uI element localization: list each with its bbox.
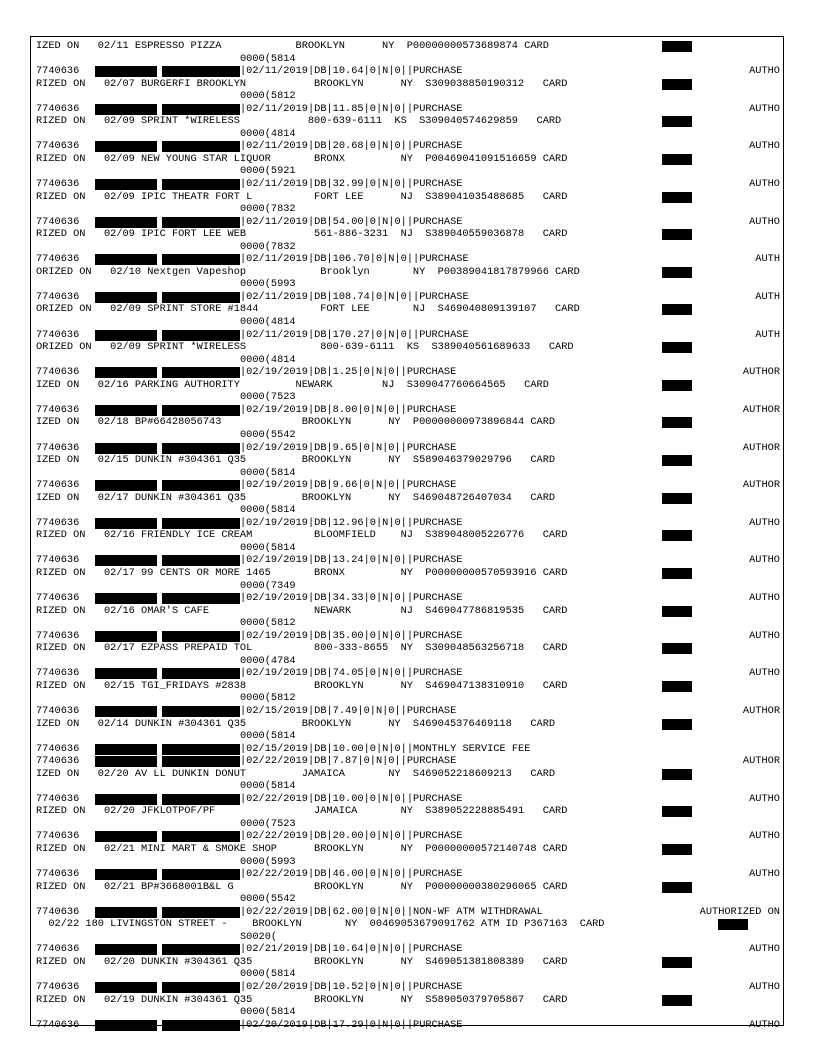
merchant-line (36, 303, 784, 316)
posting-data: |02/20/2019|DB|10.52|0|N|0||PURCHASE (240, 981, 463, 994)
merchant-line (36, 529, 784, 542)
posting-data: |02/19/2019|DB|9.66|0|N|0||PURCHASE (240, 479, 457, 492)
merchant-line (36, 379, 784, 392)
merchant-detail: RIZED ON 02/21 MINI MART & SMOKE SHOP BROOKLYN NY P00000000572140748 CARD (36, 843, 568, 855)
posting-data: |02/11/2019|DB|106.70|0|N|0||PURCHASE (240, 253, 469, 266)
redacted-block (162, 179, 240, 190)
posting-data: |02/11/2019|DB|32.99|0|N|0||PURCHASE (240, 178, 463, 191)
reference-line (36, 931, 784, 944)
posting-data: |02/19/2019|DB|13.24|0|N|0||PURCHASE (240, 554, 463, 567)
redacted-card-number (662, 229, 692, 240)
authorization-label: AUTHO (749, 981, 780, 994)
authorization-label: AUTH (755, 290, 780, 303)
transaction-line (36, 442, 784, 455)
reference-line (36, 165, 784, 178)
merchant-detail: RIZED ON 02/09 SPRINT *WIRELESS 800-639-6111 KS S309040574629859 CARD (36, 115, 562, 128)
authorization-label: AUTHOR (742, 441, 780, 454)
redacted-block (162, 944, 240, 955)
authorization-label: AUTHOR (742, 479, 780, 492)
merchant-detail: RIZED ON 02/17 99 CENTS OR MORE 1465 BRONX NY P00000000570593916 CARD (36, 566, 568, 579)
merchant-detail: RIZED ON 02/15 TGI_FRIDAYS #2838 BROOKLYN NY S469047138310910 CARD (36, 679, 568, 692)
transaction-line (36, 479, 784, 492)
merchant-detail: RIZED ON 02/17 EZPASS PREPAID TOL 800-333-8655 NY S309048563256718 CARD (36, 642, 568, 655)
merchant-line (36, 228, 784, 241)
transaction-line (36, 592, 784, 605)
transaction-line (36, 291, 784, 304)
redacted-block (162, 254, 240, 265)
authorization-label: AUTHO (749, 215, 780, 228)
merchant-line (36, 956, 784, 969)
authorization-label: AUTHO (749, 943, 780, 956)
merchant-line (36, 40, 784, 53)
merchant-line (36, 843, 784, 856)
redacted-card-number (662, 681, 692, 692)
redacted-block (162, 982, 240, 993)
redacted-block (95, 217, 157, 228)
reference-code: 0000(4814 (240, 127, 296, 140)
redacted-card-number (662, 882, 692, 893)
redacted-block (95, 104, 157, 115)
account-number: 7740636 (36, 403, 80, 416)
redacted-block (162, 706, 240, 717)
posting-data: |02/19/2019|DB|9.65|0|N|0||PURCHASE (240, 441, 457, 454)
reference-code: 0000(5542 (240, 428, 296, 441)
authorization-label: AUTHO (749, 592, 780, 605)
posting-data: |02/22/2019|DB|20.00|0|N|0||PURCHASE (240, 830, 463, 843)
redacted-block (162, 668, 240, 679)
reference-line (36, 504, 784, 517)
reference-code: 0000(5921 (240, 165, 296, 178)
redacted-block (95, 668, 157, 679)
transaction-line (36, 1019, 784, 1032)
account-number: 7740636 (36, 328, 80, 341)
redacted-block (95, 631, 157, 642)
reference-line (36, 203, 784, 216)
merchant-line (36, 191, 784, 204)
merchant-detail: RIZED ON 02/16 FRIENDLY ICE CREAM BLOOMFIELD NJ S389048005226776 CARD (36, 529, 568, 542)
posting-data: |02/19/2019|DB|8.00|0|N|0||PURCHASE (240, 403, 457, 416)
redacted-card-number (662, 530, 692, 541)
authorization-label: AUTHO (749, 868, 780, 881)
redacted-block (95, 179, 157, 190)
reference-line (36, 542, 784, 555)
merchant-line (36, 718, 784, 731)
merchant-detail: RIZED ON 02/20 DUNKIN #304361 Q35 BROOKLYN NY S469051381808389 CARD (36, 955, 568, 968)
account-number: 7740636 (36, 830, 80, 843)
reference-code: 0000(5814 (240, 52, 296, 65)
redacted-block (95, 756, 157, 767)
redacted-card-number (662, 192, 692, 203)
account-number: 7740636 (36, 792, 80, 805)
reference-code: 0000(7349 (240, 579, 296, 592)
redacted-card-number (662, 116, 692, 127)
merchant-detail: IZED ON 02/20 AV LL DUNKIN DONUT JAMAICA NY S469052218609213 CARD (36, 767, 556, 780)
redacted-block (95, 944, 157, 955)
redacted-card-number (662, 957, 692, 968)
merchant-line (36, 416, 784, 429)
redacted-card-number (662, 41, 692, 52)
transaction-line (36, 554, 784, 567)
authorization-label: AUTHOR (742, 366, 780, 379)
redacted-block (95, 593, 157, 604)
reference-code: 0000(5814 (240, 504, 296, 517)
posting-data: |02/19/2019|DB|1.25|0|N|0||PURCHASE (240, 366, 457, 379)
merchant-detail: ORIZED ON 02/09 SPRINT *WIRELESS 800-639-6111 KS S389040561689633 CARD (36, 341, 574, 354)
redacted-block (162, 593, 240, 604)
transaction-line (36, 755, 784, 768)
posting-data: |02/19/2019|DB|35.00|0|N|0||PURCHASE (240, 629, 463, 642)
merchant-line (36, 918, 784, 931)
posting-data: |02/11/2019|DB|54.00|0|N|0||PURCHASE (240, 215, 463, 228)
reference-code: 0000(4814 (240, 353, 296, 366)
reference-line (36, 655, 784, 668)
reference-line (36, 617, 784, 630)
reference-code: 0000(5814 (240, 1006, 296, 1019)
redacted-card-number (662, 493, 692, 504)
redacted-card-number (662, 380, 692, 391)
merchant-detail: RIZED ON 02/07 BURGERFI BROOKLYN BROOKLYN NY S309038850190312 CARD (36, 77, 568, 90)
merchant-detail: IZED ON 02/14 DUNKIN #304361 Q35 BROOKLYN NY S469045376469118 CARD (36, 717, 556, 730)
redacted-block (95, 443, 157, 454)
authorization-label: AUTHO (749, 792, 780, 805)
reference-line (36, 429, 784, 442)
account-number: 7740636 (36, 253, 80, 266)
authorization-label: AUTHO (749, 830, 780, 843)
posting-data: |02/22/2019|DB|46.00|0|N|0||PURCHASE (240, 868, 463, 881)
posting-data: |02/11/2019|DB|108.74|0|N|0||PURCHASE (240, 290, 469, 303)
account-number: 7740636 (36, 65, 80, 78)
account-number: 7740636 (36, 516, 80, 529)
reference-line (36, 968, 784, 981)
redacted-block (95, 794, 157, 805)
reference-line (36, 128, 784, 141)
posting-data: |02/21/2019|DB|10.64|0|N|0||PURCHASE (240, 943, 463, 956)
merchant-detail: ORIZED ON 02/09 SPRINT STORE #1844 FORT LEE NJ S469040809139107 CARD (36, 303, 580, 316)
reference-line (36, 1006, 784, 1019)
redacted-block (162, 480, 240, 491)
redacted-block (162, 907, 240, 918)
redacted-block (95, 480, 157, 491)
redacted-block (162, 443, 240, 454)
transaction-line (36, 178, 784, 191)
merchant-detail: RIZED ON 02/09 IPIC FORT LEE WEB 561-886-3231 NJ S389040559036878 CARD (36, 228, 568, 241)
merchant-detail: IZED ON 02/17 DUNKIN #304361 Q35 BROOKLYN NY S469048726407034 CARD (36, 491, 556, 504)
account-number: 7740636 (36, 755, 80, 768)
redacted-block (162, 631, 240, 642)
redacted-block (95, 831, 157, 842)
reference-line (36, 90, 784, 103)
reference-code: 0000(7523 (240, 391, 296, 404)
authorization-label: AUTHOR (742, 403, 780, 416)
transaction-line (36, 366, 784, 379)
account-number: 7740636 (36, 441, 80, 454)
merchant-detail: ORIZED ON 02/10 Nextgen Vapeshop Brooklyn NY P00389041817879966 CARD (36, 265, 580, 278)
reference-line (36, 580, 784, 593)
merchant-line (36, 680, 784, 693)
merchant-detail: RIZED ON 02/09 IPIC THEATR FORT L FORT LEE NJ S389041035488685 CARD (36, 190, 568, 203)
account-number: 7740636 (36, 140, 80, 153)
redacted-block (162, 141, 240, 152)
reference-code: 0000(7832 (240, 203, 296, 216)
redacted-block (95, 907, 157, 918)
posting-data: |02/15/2019|DB|10.00|0|N|0||MONTHLY SERVICE FEE (240, 742, 531, 755)
redacted-card-number (662, 844, 692, 855)
account-number: 7740636 (36, 629, 80, 642)
transaction-line (36, 404, 784, 417)
authorization-label: AUTHO (749, 178, 780, 191)
redacted-card-number (662, 417, 692, 428)
redacted-block (95, 518, 157, 529)
merchant-line (36, 78, 784, 91)
merchant-line (36, 115, 784, 128)
posting-data: |02/22/2019|DB|62.00|0|N|0||NON-WF ATM WITHDRAWAL (240, 905, 543, 918)
redacted-card-number (662, 455, 692, 466)
posting-data: |02/15/2019|DB|7.49|0|N|0||PURCHASE (240, 704, 457, 717)
redacted-block (162, 1020, 240, 1031)
posting-data: |02/20/2019|DB|17.29|0|N|0||PURCHASE (240, 1018, 463, 1031)
posting-data: |02/11/2019|DB|11.85|0|N|0||PURCHASE (240, 102, 463, 115)
transaction-line (36, 216, 784, 229)
reference-code: 0000(5993 (240, 278, 296, 291)
transaction-line (36, 743, 784, 756)
merchant-line (36, 768, 784, 781)
reference-line (36, 241, 784, 254)
merchant-line (36, 567, 784, 580)
authorization-label: AUTHORIZED ON (699, 905, 780, 918)
reference-code: 0000(5812 (240, 90, 296, 103)
transaction-line (36, 329, 784, 342)
reference-line (36, 316, 784, 329)
redacted-card-number (718, 919, 748, 930)
authorization-label: AUTHO (749, 1018, 780, 1031)
merchant-detail: RIZED ON 02/19 DUNKIN #304361 Q35 BROOKLYN NY S589050379705867 CARD (36, 993, 568, 1006)
reference-code: 0000(4784 (240, 654, 296, 667)
redacted-block (162, 831, 240, 842)
authorization-label: AUTHO (749, 629, 780, 642)
reference-line (36, 467, 784, 480)
redacted-card-number (662, 568, 692, 579)
redacted-block (95, 1020, 157, 1031)
merchant-line (36, 266, 784, 279)
redacted-block (95, 292, 157, 303)
redacted-block (162, 330, 240, 341)
account-number: 7740636 (36, 178, 80, 191)
reference-code: 0000(5542 (240, 893, 296, 906)
redacted-block (95, 744, 157, 755)
redacted-block (95, 405, 157, 416)
authorization-label: AUTHO (749, 102, 780, 115)
redacted-block (162, 217, 240, 228)
authorization-label: AUTH (755, 253, 780, 266)
account-number: 7740636 (36, 554, 80, 567)
redacted-card-number (662, 806, 692, 817)
transaction-line (36, 793, 784, 806)
merchant-line (36, 994, 784, 1007)
posting-data: |02/11/2019|DB|10.64|0|N|0||PURCHASE (240, 65, 463, 78)
reference-line (36, 818, 784, 831)
redacted-block (95, 555, 157, 566)
transaction-line (36, 667, 784, 680)
transaction-line (36, 65, 784, 78)
redacted-block (162, 794, 240, 805)
reference-code: 0000(5814 (240, 780, 296, 793)
redacted-block (95, 66, 157, 77)
transaction-line (36, 705, 784, 718)
transaction-line (36, 868, 784, 881)
redacted-block (162, 66, 240, 77)
authorization-label: AUTHO (749, 65, 780, 78)
transaction-line (36, 253, 784, 266)
account-number: 7740636 (36, 290, 80, 303)
merchant-line (36, 605, 784, 618)
authorization-label: AUTHO (749, 554, 780, 567)
redacted-block (95, 141, 157, 152)
transaction-line (36, 943, 784, 956)
transaction-line (36, 981, 784, 994)
merchant-line (36, 153, 784, 166)
redacted-block (162, 869, 240, 880)
merchant-detail: IZED ON 02/15 DUNKIN #304361 Q35 BROOKLYN NY S589046379029796 CARD (36, 454, 556, 467)
authorization-label: AUTHOR (742, 704, 780, 717)
account-number: 7740636 (36, 479, 80, 492)
posting-data: |02/22/2019|DB|10.00|0|N|0||PURCHASE (240, 792, 463, 805)
reference-line (36, 893, 784, 906)
redacted-block (162, 367, 240, 378)
posting-data: |02/22/2019|DB|7.87|0|N|0||PURCHASE (240, 755, 457, 768)
account-number: 7740636 (36, 981, 80, 994)
reference-code: 0000(4814 (240, 316, 296, 329)
redacted-block (95, 706, 157, 717)
reference-line (36, 780, 784, 793)
account-number: 7740636 (36, 704, 80, 717)
redacted-block (162, 405, 240, 416)
merchant-line (36, 454, 784, 467)
transaction-line (36, 830, 784, 843)
merchant-line (36, 341, 784, 354)
transaction-line (36, 517, 784, 530)
reference-code: 0000(5814 (240, 466, 296, 479)
transaction-line (36, 906, 784, 919)
reference-line (36, 278, 784, 291)
account-number: 7740636 (36, 102, 80, 115)
merchant-detail: IZED ON 02/11 ESPRESSO PIZZA BROOKLYN NY P00000000573689874 CARD (36, 40, 549, 52)
reference-code: 0000(5993 (240, 855, 296, 868)
redacted-block (162, 292, 240, 303)
transaction-listing (36, 40, 784, 1031)
reference-line (36, 692, 784, 705)
transaction-line (36, 140, 784, 153)
redacted-card-number (662, 342, 692, 353)
redacted-block (162, 756, 240, 767)
posting-data: |02/11/2019|DB|20.68|0|N|0||PURCHASE (240, 140, 463, 153)
redacted-card-number (662, 304, 692, 315)
merchant-detail: RIZED ON 02/20 JFKLOTPOF/PF JAMAICA NY S389052228885491 CARD (36, 805, 568, 818)
reference-code: 0000(7832 (240, 240, 296, 253)
posting-data: |02/11/2019|DB|170.27|0|N|0||PURCHASE (240, 328, 469, 341)
reference-code: 0000(7523 (240, 817, 296, 830)
account-number: 7740636 (36, 742, 80, 755)
merchant-line (36, 492, 784, 505)
merchant-line (36, 881, 784, 894)
redacted-block (162, 744, 240, 755)
redacted-card-number (662, 606, 692, 617)
merchant-detail: RIZED ON 02/16 OMAR'S CAFE NEWARK NJ S469047786819535 CARD (36, 604, 568, 617)
merchant-line (36, 642, 784, 655)
reference-code: 0000(5814 (240, 968, 296, 981)
redacted-card-number (662, 995, 692, 1006)
reference-code: 0000(5812 (240, 617, 296, 630)
merchant-detail: 02/22 180 LIVINGSTON STREET - BROOKLYN NY 00469053679091762 ATM ID P367163 CARD (36, 918, 605, 931)
authorization-label: AUTHO (749, 667, 780, 680)
redacted-block (162, 555, 240, 566)
transaction-line (36, 630, 784, 643)
merchant-detail: IZED ON 02/18 BP#66428056743 BROOKLYN NY P00000000973896844 CARD (36, 416, 556, 429)
redacted-block (95, 982, 157, 993)
authorization-label: AUTHO (749, 516, 780, 529)
account-number: 7740636 (36, 667, 80, 680)
posting-data: |02/19/2019|DB|74.05|0|N|0||PURCHASE (240, 667, 463, 680)
transaction-line (36, 103, 784, 116)
redacted-card-number (662, 643, 692, 654)
redacted-card-number (662, 154, 692, 165)
reference-line (36, 856, 784, 869)
reference-line (36, 53, 784, 66)
redacted-card-number (662, 719, 692, 730)
reference-line (36, 354, 784, 367)
redacted-card-number (662, 79, 692, 90)
redacted-block (95, 869, 157, 880)
merchant-detail: RIZED ON 02/09 NEW YOUNG STAR LIQUOR BRONX NY P00469041091516659 CARD (36, 152, 568, 165)
reference-code: 0000(5814 (240, 541, 296, 554)
reference-code: S0020( (240, 930, 278, 943)
redacted-block (95, 254, 157, 265)
authorization-label: AUTHO (749, 140, 780, 153)
authorization-label: AUTHOR (742, 755, 780, 768)
redacted-block (95, 367, 157, 378)
posting-data: |02/19/2019|DB|34.33|0|N|0||PURCHASE (240, 592, 463, 605)
account-number: 7740636 (36, 905, 80, 918)
account-number: 7740636 (36, 215, 80, 228)
authorization-label: AUTH (755, 328, 780, 341)
account-number: 7740636 (36, 868, 80, 881)
redacted-card-number (662, 267, 692, 278)
redacted-block (162, 518, 240, 529)
account-number: 7740636 (36, 943, 80, 956)
reference-line (36, 391, 784, 404)
merchant-detail: IZED ON 02/16 PARKING AUTHORITY NEWARK NJ S309047760664565 CARD (36, 378, 549, 391)
posting-data: |02/19/2019|DB|12.96|0|N|0||PURCHASE (240, 516, 463, 529)
reference-line (36, 730, 784, 743)
redacted-block (162, 104, 240, 115)
redacted-block (95, 330, 157, 341)
reference-code: 0000(5812 (240, 692, 296, 705)
merchant-line (36, 805, 784, 818)
reference-code: 0000(5814 (240, 730, 296, 743)
account-number: 7740636 (36, 592, 80, 605)
merchant-detail: RIZED ON 02/21 BP#3668001B&L G BROOKLYN NY P00000000380296065 CARD (36, 880, 568, 893)
redacted-card-number (662, 769, 692, 780)
account-number: 7740636 (36, 366, 80, 379)
account-number: 7740636 (36, 1018, 80, 1031)
